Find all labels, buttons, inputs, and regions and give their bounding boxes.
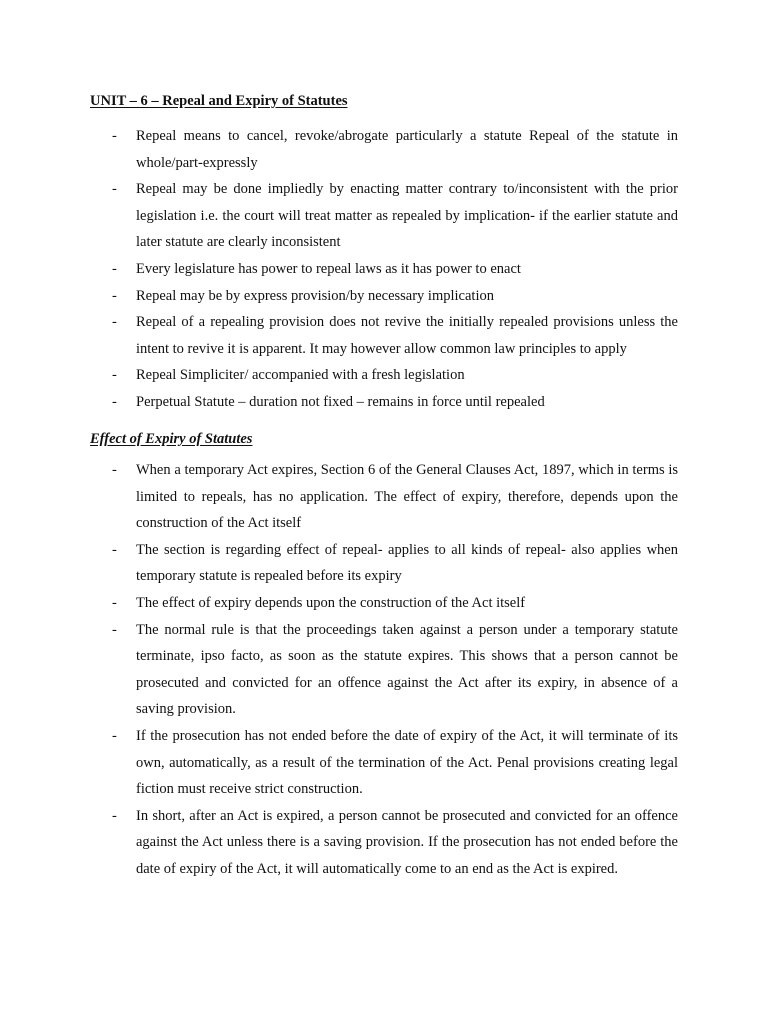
list-item-text: Repeal may be done impliedly by enacting matter contrary to/inconsistent with the prior legislation i.e. the court will treat matter as repealed by implication- if the earlier statute and later statute are clearly inconsistent (136, 181, 678, 251)
list-item (0, 309, 678, 362)
list-item-text: The effect of expiry depends upon the construction of the Act itself (136, 594, 526, 611)
list-item (0, 362, 678, 389)
bullet-dash: - (112, 541, 117, 558)
list-item-text: In short, after an Act is expired, a person cannot be prosecuted and convicted for an offence against the Act unless there is a saving provision. If the prosecution has not ended before the date of expiry of the Act, it will automatically come to an end as the Act is expired. (136, 807, 678, 877)
list-item (0, 123, 678, 176)
bullet-dash: - (112, 314, 117, 331)
bullet-dash: - (112, 367, 117, 384)
bullet-dash: - (112, 128, 117, 144)
bullet-dash: - (112, 621, 117, 638)
bullet-dash: - (112, 594, 117, 611)
list-item-text: Repeal means to cancel, revoke/abrogate particularly a statute Repeal of the statute in whole/part-expressly (136, 128, 678, 171)
list-item (0, 723, 678, 803)
list-item (0, 176, 678, 256)
list-item (0, 617, 678, 723)
list-item-text: The normal rule is that the proceedings taken against a person under a temporary statute terminate, ipso facto, as soon as the statute expires. This shows that a person cannot be prosecuted and convicted for an offence against the Act after its expiry, in absence of a saving provision. (136, 621, 678, 718)
bullet-dash: - (112, 727, 117, 744)
list-item-text: Repeal of a repealing provision does not revive the initially repealed provisions unless the intent to revive it is apparent. It may however allow common law principles to apply (136, 314, 678, 357)
expiry-points-list (0, 457, 768, 883)
list-item (0, 283, 678, 310)
list-item (0, 256, 678, 283)
bullet-dash: - (112, 287, 117, 304)
list-item-text: Repeal Simpliciter/ accompanied with a fresh legislation (136, 367, 465, 384)
unit-heading: UNIT – 6 – Repeal and Expiry of Statutes (90, 93, 348, 109)
list-item-text: If the prosecution has not ended before the date of expiry of the Act, it will terminate of its own, automatically, as a result of the termination of the Act. Penal provisions creating legal fiction must receive strict construction. (136, 727, 678, 798)
expiry-heading: Effect of Expiry of Statutes (90, 431, 253, 447)
bullet-dash: - (112, 807, 117, 824)
list-item-text: Repeal may be by express provision/by necessary implication (136, 287, 494, 304)
list-item-text: Perpetual Statute – duration not fixed – remains in force until repealed (136, 393, 545, 410)
repeal-points-list (0, 123, 768, 416)
list-item (0, 537, 678, 590)
list-item (0, 803, 678, 883)
list-item (0, 457, 678, 537)
bullet-dash: - (112, 462, 117, 478)
list-item-text: The section is regarding effect of repeal- applies to all kinds of repeal- also applies when temporary statute is repealed before its expiry (136, 541, 678, 585)
bullet-dash: - (112, 260, 117, 277)
list-item-text: Every legislature has power to repeal laws as it has power to enact (136, 260, 521, 277)
bullet-dash: - (112, 393, 117, 410)
list-item-text: When a temporary Act expires, Section 6 of the General Clauses Act, 1897, which in terms is limited to repeals, has no application. The effect of expiry, therefore, depends upon the construction of the Act itself (136, 462, 678, 532)
bullet-dash: - (112, 181, 117, 198)
list-item (0, 590, 678, 617)
list-item (0, 389, 678, 416)
